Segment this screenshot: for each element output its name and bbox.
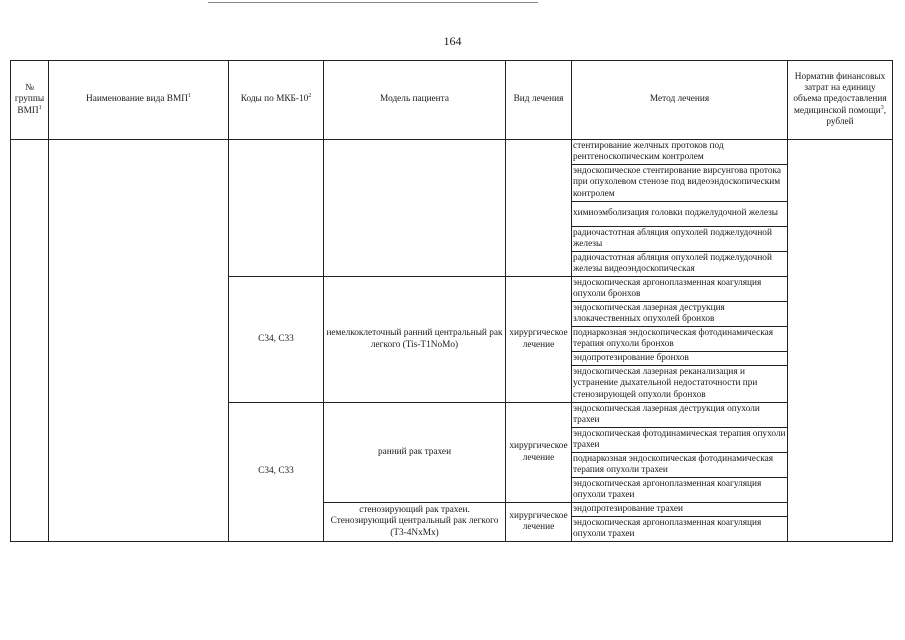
treatment-cell: хирургическое лечение bbox=[506, 503, 572, 542]
model-cell: ранний рак трахеи bbox=[324, 403, 506, 503]
header-group: № группы ВМП$^1$ bbox=[11, 61, 49, 140]
norm-cell bbox=[788, 140, 893, 542]
method-cell: радиочастотная абляция опухолей поджелудочной железы видеоэндоскопическая bbox=[572, 252, 788, 277]
page-number: 164 bbox=[443, 34, 462, 48]
header-treatment: Вид лечения bbox=[506, 61, 572, 140]
method-cell: эндоскопическая фотодинамическая терапия опухоли трахеи bbox=[572, 428, 788, 453]
name-cell bbox=[49, 140, 229, 542]
table-body bbox=[11, 140, 893, 542]
method-cell: поднаркозная эндоскопическая фотодинамическая терапия опухоли бронхов bbox=[572, 327, 788, 352]
table-row bbox=[11, 140, 893, 165]
treatment-cell bbox=[506, 140, 572, 277]
header-norm: Норматив финансовых затрат на единицу объема предоставления медицинской помощи$^3$, рублей bbox=[788, 61, 893, 140]
method-cell: эндоскопическая аргоноплазменная коагуляция опухоли трахеи bbox=[572, 478, 788, 503]
top-rule bbox=[208, 2, 538, 3]
header-name: Наименование вида ВМП$^1$ bbox=[49, 61, 229, 140]
treatment-cell: хирургическое лечение bbox=[506, 403, 572, 503]
method-cell: эндопротезирование трахеи bbox=[572, 503, 788, 517]
method-cell: эндоскопическая аргоноплазменная коагуляция опухоли бронхов bbox=[572, 277, 788, 302]
treatment-table bbox=[10, 60, 893, 542]
treatment-cell: хирургическое лечение bbox=[506, 277, 572, 403]
method-cell: эндоскопическая лазерная реканализация и устранение дыхательной недостаточности при стенозирующей опухоли бронхов bbox=[572, 366, 788, 403]
method-cell: эндоскопическая аргоноплазменная коагуляция опухоли трахеи bbox=[572, 517, 788, 542]
method-cell: эндоскопическая лазерная деструкция опухоли трахеи bbox=[572, 403, 788, 428]
codes-cell: C34, C33 bbox=[229, 277, 324, 403]
method-cell: радиочастотная абляция опухолей поджелудочной железы bbox=[572, 227, 788, 252]
codes-cell: C34, C33 bbox=[229, 403, 324, 542]
header-row bbox=[11, 61, 893, 140]
method-cell: эндоскопическая лазерная деструкция злокачественных опухолей бронхов bbox=[572, 302, 788, 327]
group-cell bbox=[11, 140, 49, 542]
method-cell: стентирование желчных протоков под рентгеноскопическим контролем bbox=[572, 140, 788, 165]
model-cell: стенозирующий рак трахеи. Стенозирующий центральный рак легкого (T3-4NxMx) bbox=[324, 503, 506, 542]
header-codes: Коды по МКБ-$10^2$ bbox=[229, 61, 324, 140]
model-cell bbox=[324, 140, 506, 277]
header-method: Метод лечения bbox=[572, 61, 788, 140]
model-cell: немелкоклеточный ранний центральный рак легкого (Tis-T1NoMo) bbox=[324, 277, 506, 403]
method-cell: эндоскопическое стентирование вирсунгова протока при опухолевом стенозе под видеоэндоскопическим контролем bbox=[572, 165, 788, 202]
codes-cell bbox=[229, 140, 324, 277]
method-cell: поднаркозная эндоскопическая фотодинамическая терапия опухоли трахеи bbox=[572, 453, 788, 478]
header-model: Модель пациента bbox=[324, 61, 506, 140]
method-cell: эндопротезирование бронхов bbox=[572, 352, 788, 366]
method-cell: химиоэмболизация головки поджелудочной железы bbox=[572, 202, 788, 227]
